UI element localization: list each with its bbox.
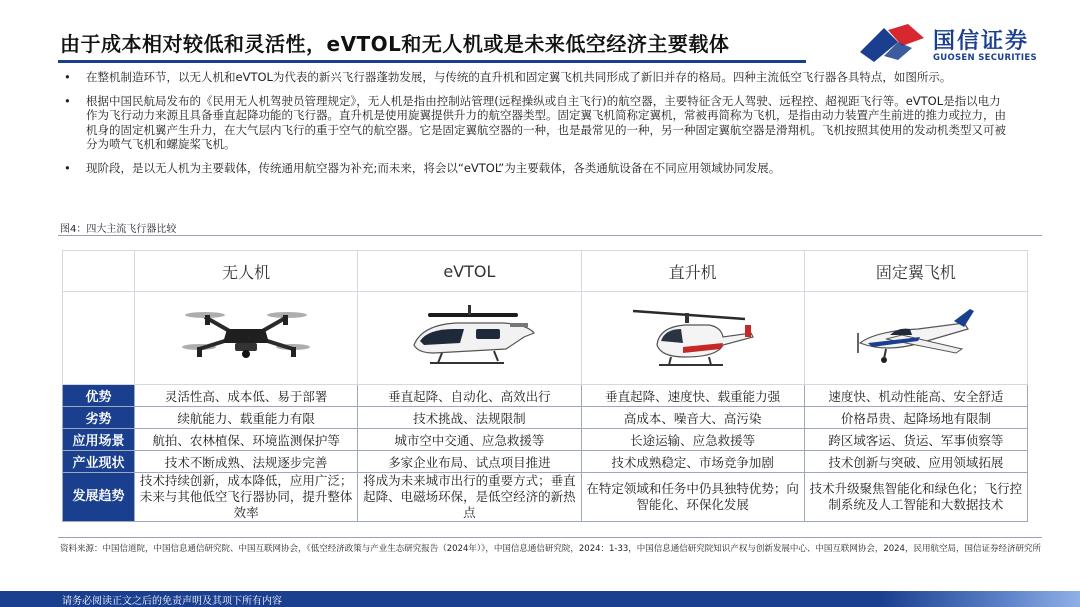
table-cell: 技术不断成熟、法规逐步完善 (135, 451, 358, 473)
table-cell: 速度快、机动性能高、安全舒适 (804, 385, 1027, 407)
header-corner (63, 251, 135, 292)
row-header-industry-status: 产业现状 (63, 451, 135, 473)
table-cell: 在特定领域和任务中仍具独特优势；向智能化、环保化发展 (581, 473, 804, 522)
helicopter-icon (623, 299, 763, 377)
row-header-advantages: 优势 (63, 385, 135, 407)
guosen-logo (858, 22, 1038, 66)
bullet-text: 现阶段，是以无人机为主要载体，传统通用航空器为补充;而未来，将会以“eVTOL”为主要载体，各类通航设备在不同应用领域协同发展。 (86, 160, 781, 175)
table-row (63, 385, 1028, 407)
evtol-icon (394, 299, 544, 377)
footer-accent (880, 591, 1080, 607)
table-cell: 将成为未来城市出行的重要方式；垂直起降、电磁场环保，是低空经济的新热点 (358, 473, 581, 522)
image-row-corner (63, 292, 135, 385)
column-header-helicopter: 直升机 (581, 251, 804, 292)
table-cell: 城市空中交通、应急救援等 (358, 429, 581, 451)
column-header-drone: 无人机 (135, 251, 358, 292)
drone-icon (181, 299, 311, 377)
evtol-image-cell (358, 292, 581, 385)
table-cell: 多家企业布局、试点项目推进 (358, 451, 581, 473)
drone-image-cell (135, 292, 358, 385)
fixed-wing-image-cell (804, 292, 1027, 385)
table-cell: 垂直起降、速度快、载重能力强 (581, 385, 804, 407)
table-row (63, 429, 1028, 451)
table-cell: 跨区域客运、货运、军事侦察等 (804, 429, 1027, 451)
bullet-marker: • (64, 93, 71, 108)
row-header-applications: 应用场景 (63, 429, 135, 451)
source-note: 资料来源：中国信道院，中国信息通信研究院、中国互联网协会，《低空经济政策与产业生态研究报告（2024年）》，中国信息通信研究院，2024：1-33，中国信息通信研究院知识产权与创新发展中心、中国互联网协会，2024，民用航空局，国信证券经济研究所 (60, 544, 1041, 554)
row-header-disadvantages: 劣势 (63, 407, 135, 429)
column-header-fixed-wing: 固定翼飞机 (804, 251, 1027, 292)
table-cell: 高成本、噪音大、高污染 (581, 407, 804, 429)
bullet-text: 根据中国民航局发布的《民用无人机驾驶员管理规定》，无人机是指由控制站管理(远程操纵或自主飞行)的航空器，主要特征含无人驾驶、远程控、超视距飞行等。eVTOL是指以电力作为飞行动力来源且具备垂直起降功能的飞行器。直升机是使用旋翼提供升力的航空器类型。固定翼飞机简称定翼机，常被再简称为飞机，是指由动力装置产生前进的推力或拉力，由机身的固定机翼产生升力，在大气层内飞行的重于空气的航空器。它是固定翼航空器的一种，也是最常见的一种，另一种固定翼航空器是滑翔机。飞机按照其使用的发动机类型又可被分为喷气飞机和螺旋桨飞机。 (86, 93, 1006, 151)
table-cell: 灵活性高、成本低、易于部署 (135, 385, 358, 407)
bullet-marker: • (64, 160, 71, 175)
table-row (63, 473, 1028, 522)
table-cell: 垂直起降、自动化、高效出行 (358, 385, 581, 407)
page-title: 由于成本相对较低和灵活性，eVTOL和无人机或是未来低空经济主要载体 (60, 32, 730, 56)
comparison-table (62, 250, 1028, 522)
table-cell: 技术升级聚焦智能化和绿色化；飞行控制系统及人工智能和大数据技术 (804, 473, 1027, 522)
bullet-item (62, 161, 1012, 176)
table-header-row (63, 251, 1028, 292)
bullet-marker: • (64, 70, 71, 84)
disclaimer-text: 请务必阅读正文之后的免责声明及其项下所有内容 (62, 596, 282, 607)
logo-name-cn: 国信证券 (933, 29, 1030, 54)
table-cell: 技术创新与突破、应用领域拓展 (804, 451, 1027, 473)
column-header-evtol: eVTOL (358, 251, 581, 292)
bullet-item (62, 70, 1012, 85)
logo-name-en: GUOSEN SECURITIES (933, 53, 1037, 63)
bullet-text: 在整机制造环节，以无人机和eVTOL为代表的新兴飞行器蓬勃发展，与传统的直升机和固定翼飞机共同形成了新旧并存的格局。四种主流低空飞行器各具特点，如图所示。 (86, 70, 952, 84)
figure-caption: 图4：四大主流飞行器比较 (60, 224, 177, 235)
bullet-list (62, 70, 1012, 184)
table-cell: 续航能力、载重能力有限 (135, 407, 358, 429)
helicopter-image-cell (581, 292, 804, 385)
table-row (63, 407, 1028, 429)
table-image-row (63, 292, 1028, 385)
table-cell: 价格昂贵、起降场地有限制 (804, 407, 1027, 429)
table-cell: 技术成熟稳定、市场竞争加剧 (581, 451, 804, 473)
guosen-logo-mark-icon (858, 22, 926, 62)
figure-divider (58, 235, 1042, 236)
table-cell: 航拍、农林植保、环境监测保护等 (135, 429, 358, 451)
source-divider (58, 537, 1042, 538)
title-underline (58, 60, 806, 63)
table-cell: 长途运输、应急救援等 (581, 429, 804, 451)
table-cell: 技术挑战、法规限制 (358, 407, 581, 429)
fixed-wing-plane-icon (846, 299, 986, 377)
table-cell: 技术持续创新，成本降低，应用广泛；未来与其他低空飞行器协同，提升整体效率 (135, 473, 358, 522)
footer-bar (0, 591, 1080, 607)
table-row (63, 451, 1028, 473)
bullet-item (62, 94, 1012, 152)
row-header-trends: 发展趋势 (63, 473, 135, 522)
